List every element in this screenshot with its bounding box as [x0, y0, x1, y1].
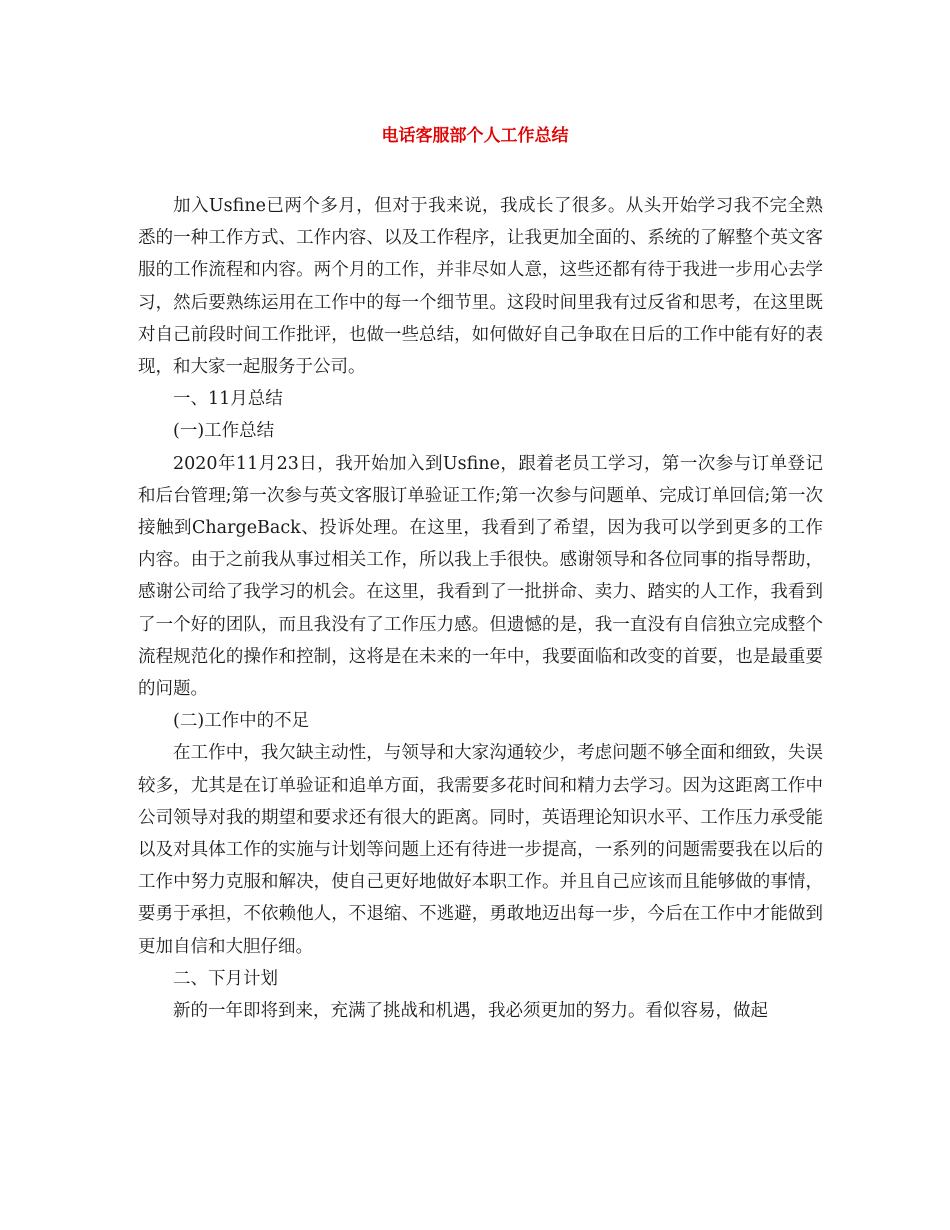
page-title: 电话客服部个人工作总结 — [381, 126, 569, 146]
work-summary-paragraph: 2020年11月23日，我开始加入到Usfine，跟着老员工学习，第一次参与订单登记和后台管理;第一次参与英文客服订单验证工作;第一次参与问题单、完成订单回信;第一次接触到ChargeBack、投诉处理。在这里，我看到了希望，因为我可以学到更多的工作内容。由于之前我从事过相关工作，所以我上手很快。感谢领导和各位同事的指导帮助，感谢公司给了我学习的机会。在这里，我看到了一批拼命、卖力、踏实的人工作，我看到了一个好的团队，而且我没有了工作压力感。但遗憾的是，我一直没有自信独立完成整个流程规范化的操作和控制，这将是在未来的一年中，我要面临和改变的首要，也是最重要的问题。 — [138, 453, 823, 700]
plan-paragraph: 新的一年即将到来，充满了挑战和机遇，我必须更加的努力。看似容易，做起 — [173, 1001, 768, 1022]
document-body — [138, 190, 823, 1027]
subsection-heading-shortcomings: (二)工作中的不足 — [173, 711, 310, 732]
section-heading-november-summary: 一、11月总结 — [173, 389, 283, 410]
shortcomings-paragraph: 在工作中，我欠缺主动性，与领导和大家沟通较少，考虑问题不够全面和细致，失误较多，尤其是在订单验证和追单方面，我需要多花时间和精力去学习。因为这距离工作中公司领导对我的期望和要求还有很大的距离。同时，英语理论知识水平、工作压力承受能以及对具体工作的实施与计划等问题上还有待进一步提高，一系列的问题需要我在以后的工作中努力克服和解决，使自己更好地做好本职工作。并且自己应该而且能够做的事情，要勇于承担，不依赖他人，不退缩、不逃避，勇敢地迈出每一步，今后在工作中才能做到更加自信和大胆仔细。 — [138, 743, 823, 957]
intro-paragraph: 加入Usfine已两个多月，但对于我来说，我成长了很多。从头开始学习我不完全熟悉的一种工作方式、工作内容、以及工作程序，让我更加全面的、系统的了解整个英文客服的工作流程和内容。两个月的工作，并非尽如人意，这些还都有待于我进一步用心去学习，然后要熟练运用在工作中的每一个细节里。这段时间里我有过反省和思考，在这里既对自己前段时间工作批评，也做一些总结，如何做好自己争取在日后的工作中能有好的表现，和大家一起服务于公司。 — [138, 196, 823, 378]
section-heading-next-month-plan: 二、下月计划 — [173, 968, 278, 989]
subsection-heading-work-summary: (一)工作总结 — [173, 421, 275, 442]
